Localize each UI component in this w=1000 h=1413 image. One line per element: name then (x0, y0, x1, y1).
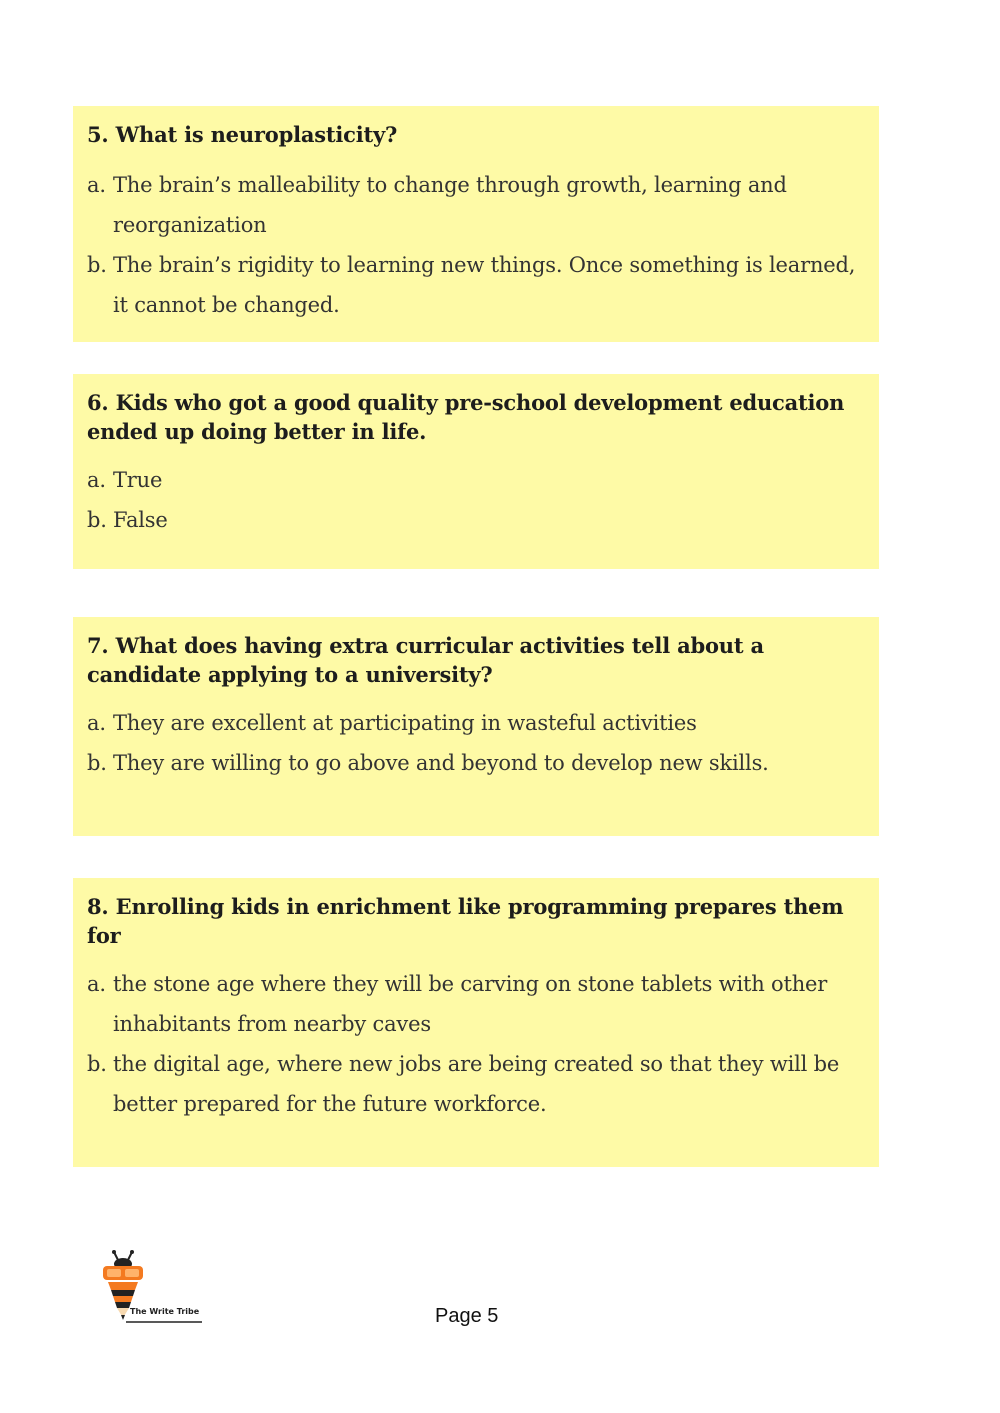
question-8-option-a[interactable] (87, 964, 865, 1044)
option-text: True (113, 468, 163, 492)
question-6-option-b[interactable] (87, 500, 865, 540)
option-letter: b. (87, 253, 107, 277)
question-5-title: 5. What is neuroplasticity? (87, 122, 398, 147)
question-5-box (73, 106, 879, 342)
option-letter: b. (87, 508, 107, 532)
question-5-option-a[interactable] (87, 165, 865, 245)
question-8-box (73, 878, 879, 1167)
option-text: The brain’s malleability to change through growth, learning and reorganization (113, 173, 787, 237)
option-letter: b. (87, 751, 107, 775)
question-8-option-b[interactable] (87, 1044, 865, 1124)
question-7-box (73, 617, 879, 836)
option-text: They are willing to go above and beyond to develop new skills. (113, 751, 769, 775)
option-letter: a. (87, 468, 106, 492)
option-text: the stone age where they will be carving on stone tablets with other inhabitants from nearby caves (113, 972, 828, 1036)
question-7-option-b[interactable] (87, 743, 865, 783)
option-letter: a. (87, 711, 106, 735)
question-6-box (73, 374, 879, 569)
question-6-title: 6. Kids who got a good quality pre-school development education ended up doing better in life. (87, 390, 845, 444)
option-letter: a. (87, 972, 106, 996)
logo-text: The Write Tribe (130, 1307, 200, 1316)
option-text: The brain’s rigidity to learning new things. Once something is learned, it cannot be changed. (113, 253, 856, 317)
option-text: False (113, 508, 168, 532)
page-number: Page 5 (435, 1305, 499, 1327)
option-text: They are excellent at participating in wasteful activities (113, 711, 697, 735)
option-letter: a. (87, 173, 106, 197)
question-5-option-b[interactable] (87, 245, 865, 325)
question-7-title: 7. What does having extra curricular activities tell about a candidate applying to a university? (87, 633, 764, 687)
write-tribe-logo (98, 1250, 208, 1325)
option-letter: b. (87, 1052, 107, 1076)
option-text: the digital age, where new jobs are being created so that they will be better prepared for the future workforce. (113, 1052, 840, 1116)
question-6-option-a[interactable] (87, 460, 865, 500)
question-7-option-a[interactable] (87, 703, 865, 743)
question-8-title: 8. Enrolling kids in enrichment like programming prepares them for (87, 894, 844, 948)
